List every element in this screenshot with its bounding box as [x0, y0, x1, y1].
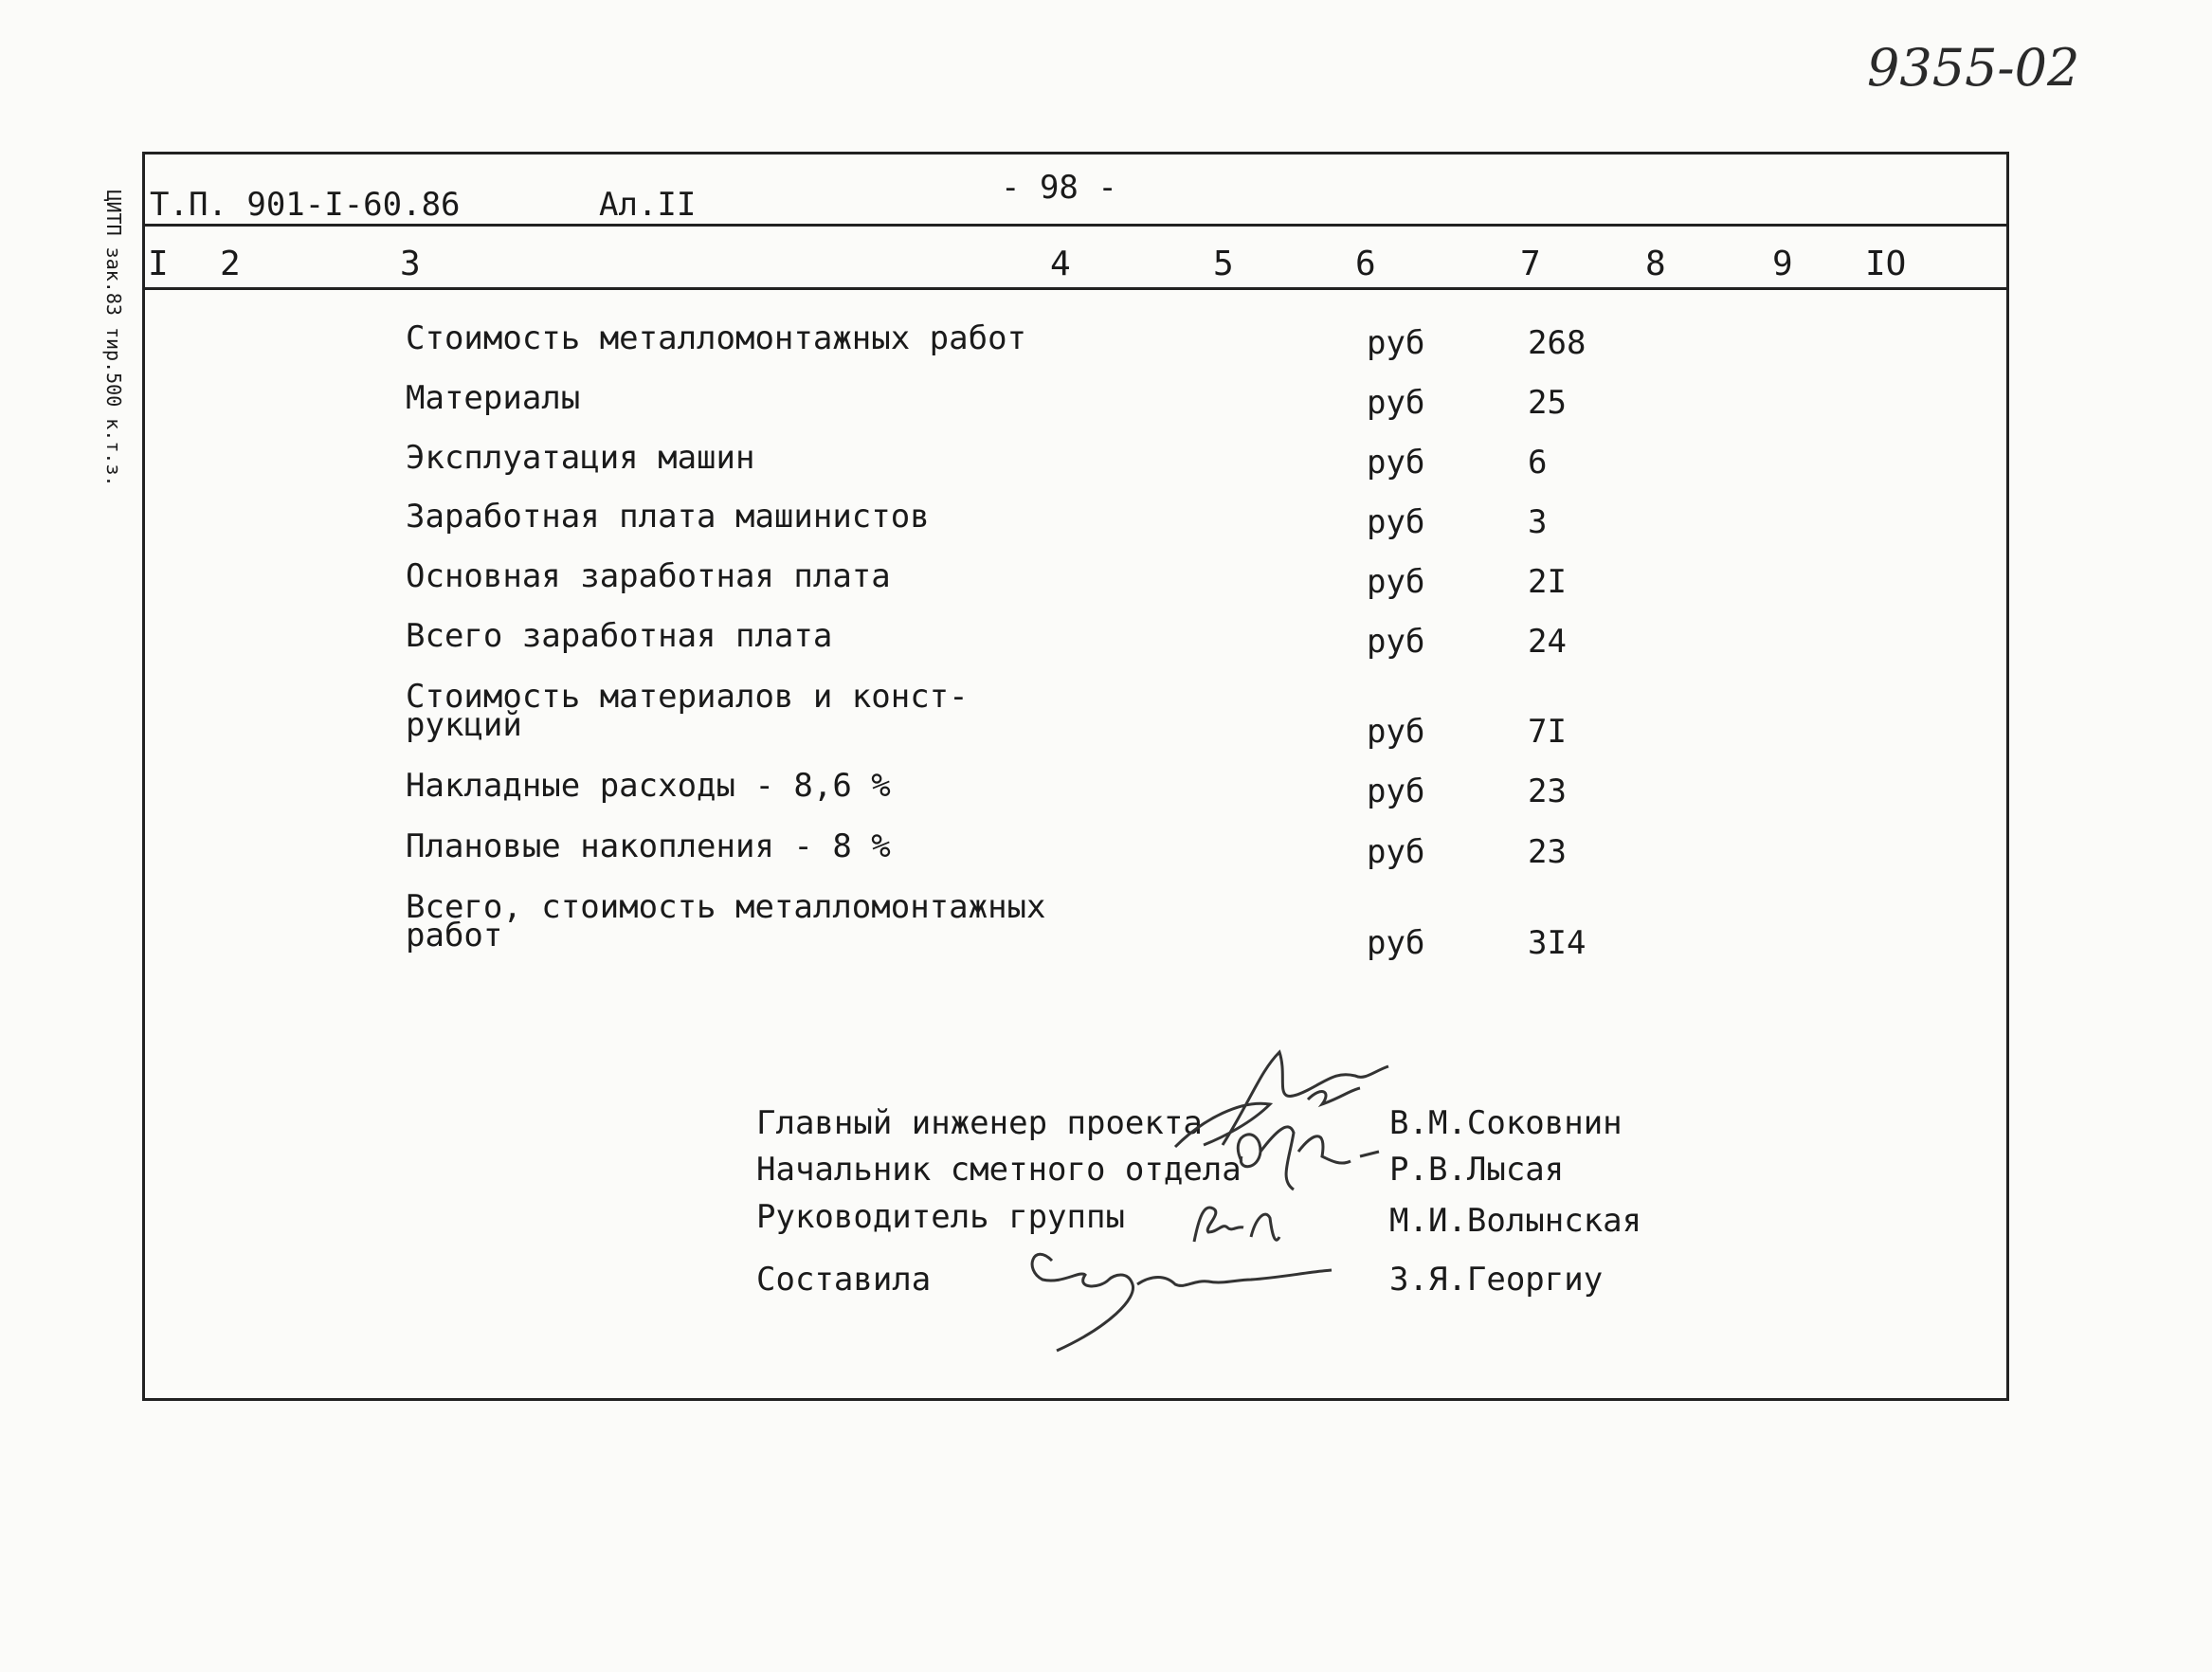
- column-number: 2: [220, 245, 241, 283]
- archive-number: 9355-02: [1867, 38, 2080, 98]
- column-number: I: [148, 245, 169, 283]
- signature-scribble-4: [1024, 1232, 1336, 1355]
- row-description: Стоимость металломонтажных работ: [406, 319, 1027, 357]
- row-description: Заработная плата машинистов: [406, 498, 930, 536]
- signature-name: Р.В.Лысая: [1389, 1151, 1565, 1189]
- row-value: 2I: [1528, 563, 1567, 601]
- signature-name: М.И.Волынская: [1389, 1202, 1642, 1240]
- column-number: 9: [1772, 245, 1793, 283]
- row-description-cont: рукций: [406, 706, 522, 744]
- row-description: Плановые накопления - 8 %: [406, 827, 891, 865]
- column-number: 4: [1050, 245, 1071, 283]
- signature-title: Начальник сметного отдела: [756, 1151, 1242, 1189]
- row-value: 25: [1528, 384, 1567, 422]
- column-number: 8: [1645, 245, 1666, 283]
- row-value: 23: [1528, 833, 1567, 871]
- row-unit: руб: [1367, 563, 1425, 601]
- row-unit: руб: [1367, 833, 1425, 871]
- row-description: Материалы: [406, 379, 581, 417]
- signature-name: В.М.Соковнин: [1389, 1104, 1623, 1142]
- row-unit: руб: [1367, 924, 1425, 962]
- row-value: 3I4: [1528, 924, 1586, 962]
- page-number: - 98 -: [1001, 169, 1117, 207]
- row-unit: руб: [1367, 503, 1425, 541]
- row-value: 23: [1528, 772, 1567, 810]
- columns-divider: [142, 287, 2009, 290]
- row-description: Всего заработная плата: [406, 617, 833, 655]
- side-stamp: ЦИТП зак.83 тир.500 к.т.з.: [102, 190, 125, 487]
- row-description: Стоимость материалов и конст-: [406, 678, 969, 716]
- signature-title: Составила: [756, 1261, 932, 1299]
- row-value: 7I: [1528, 713, 1567, 751]
- row-unit: руб: [1367, 324, 1425, 362]
- column-number: 7: [1520, 245, 1541, 283]
- album-label: Ал.II: [599, 186, 697, 224]
- header-divider: [142, 224, 2009, 227]
- signature-title: Главный инженер проекта: [756, 1104, 1203, 1142]
- doc-code: Т.П. 901-I-60.86: [150, 186, 461, 224]
- signature-scribble-2: [1223, 1114, 1384, 1199]
- row-description: Основная заработная плата: [406, 557, 891, 595]
- signature-name: З.Я.Георгиу: [1389, 1261, 1604, 1299]
- column-number: 5: [1213, 245, 1234, 283]
- row-description-cont: работ: [406, 917, 503, 954]
- row-value: 6: [1528, 444, 1548, 482]
- column-number: IO: [1865, 245, 1907, 283]
- row-unit: руб: [1367, 772, 1425, 810]
- row-unit: руб: [1367, 384, 1425, 422]
- signature-title: Руководитель группы: [756, 1198, 1125, 1236]
- row-description: Эксплуатация машин: [406, 439, 755, 477]
- row-unit: руб: [1367, 713, 1425, 751]
- row-description: Накладные расходы - 8,6 %: [406, 767, 891, 805]
- row-description: Всего, стоимость металломонтажных: [406, 888, 1046, 926]
- row-unit: руб: [1367, 444, 1425, 482]
- column-number: 6: [1355, 245, 1376, 283]
- row-value: 3: [1528, 503, 1548, 541]
- row-unit: руб: [1367, 623, 1425, 661]
- row-value: 24: [1528, 623, 1567, 661]
- column-number: 3: [400, 245, 421, 283]
- row-value: 268: [1528, 324, 1586, 362]
